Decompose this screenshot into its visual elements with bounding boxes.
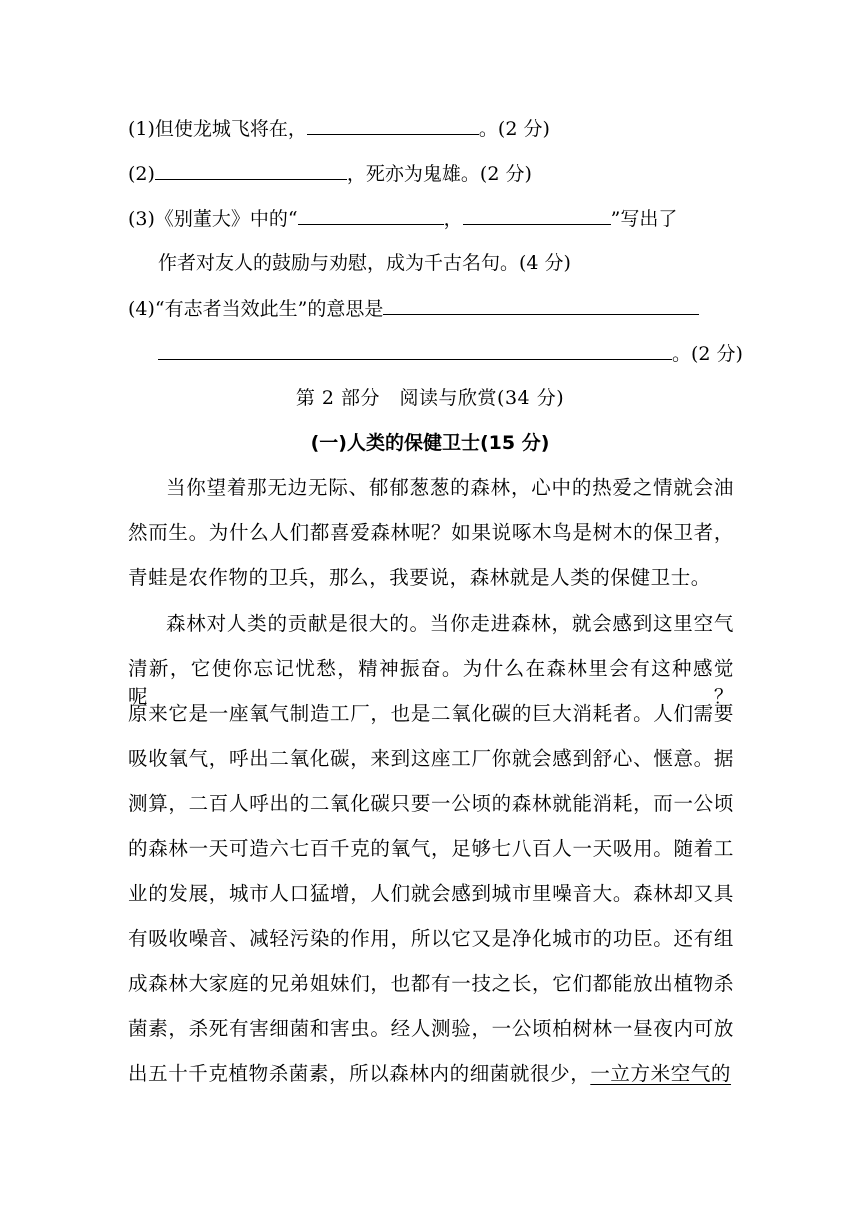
answer-blank-4a[interactable] xyxy=(383,294,699,315)
section-title: 第 2 部分 阅读与欣赏(34 分) xyxy=(295,387,565,409)
passage-p2-line-4: 吸收氧气，呼出二氧化碳，来到这座工厂你就会感到舒心、惬意。据 xyxy=(128,747,734,770)
question-4-continued xyxy=(158,339,743,368)
question-4-prefix: (4)“有志者当效此生”的意思是 xyxy=(128,298,384,320)
passage-p1-line-3: 青蛙是农作物的卫兵，那么，我要说，森林就是人类的保健卫士。 xyxy=(128,566,711,589)
answer-blank-2[interactable] xyxy=(155,159,347,180)
passage-p2-line-8: 有吸收噪音、减轻污染的作用，所以它又是净化城市的功臣。还有组 xyxy=(128,927,734,950)
question-3-prefix: (3)《别董大》中的“ xyxy=(128,208,298,230)
question-2-prefix: (2) xyxy=(128,163,155,185)
passage-p2-line-7: 业的发展，城市人口猛增，人们就会感到城市里噪音大。森林却又具 xyxy=(128,882,734,905)
answer-blank-4b[interactable] xyxy=(158,339,672,360)
question-4 xyxy=(128,294,734,323)
passage-p1-line-1: 当你望着那无边无际、郁郁葱葱的森林，心中的热爱之情就会油 xyxy=(166,476,734,499)
passage-p2-line-10: 菌素，杀死有害细菌和害虫。经人测验，一公顷柏树林一昼夜内可放 xyxy=(128,1017,734,1040)
question-1 xyxy=(128,114,734,143)
question-1-suffix: 。(2 分) xyxy=(478,118,550,140)
passage-p2-line-11 xyxy=(128,1060,734,1088)
question-3-comma: ， xyxy=(443,208,463,230)
passage-p2-line-6: 的森林一天可造六七百千克的氧气，足够七八百人一天吸用。随着工 xyxy=(128,837,734,860)
question-1-prefix: (1)但使龙城飞将在， xyxy=(128,118,307,140)
question-3 xyxy=(128,204,734,233)
question-3-suffix: ”写出了 xyxy=(610,208,678,230)
question-3-continued: 作者对友人的鼓励与劝慰，成为千古名句。(4 分) xyxy=(158,252,571,274)
answer-blank-1[interactable] xyxy=(307,114,479,135)
passage-p2-line-2: 清新，它使你忘记忧愁，精神振奋。为什么在森林里会有这种感觉呢？ xyxy=(128,657,734,708)
passage-p2-line-5: 测算，二百人呼出的二氧化碳只要一公顷的森林就能消耗，而一公顷 xyxy=(128,792,734,815)
passage-p1-line-2: 然而生。为什么人们都喜爱森林呢？如果说啄木鸟是树木的保卫者， xyxy=(128,521,734,544)
passage-title: (一)人类的保健卫士(15 分) xyxy=(310,432,550,454)
question-2 xyxy=(128,159,734,188)
underlined-sentence: 一立方米空气的 xyxy=(590,1062,732,1085)
passage-p2-line-1: 森林对人类的贡献是很大的。当你走进森林，就会感到这里空气 xyxy=(166,612,734,635)
passage-p2-line-3: 原来它是一座氧气制造工厂，也是二氧化碳的巨大消耗者。人们需要 xyxy=(128,702,734,725)
passage-last-line-text: 出五十千克植物杀菌素，所以森林内的细菌就很少， xyxy=(128,1062,591,1085)
passage-p2-line-9: 成森林大家庭的兄弟姐妹们，也都有一技之长，它们都能放出植物杀 xyxy=(128,972,734,995)
answer-blank-3b[interactable] xyxy=(463,204,611,225)
question-4-suffix: 。(2 分) xyxy=(672,343,743,365)
question-2-suffix: ，死亦为鬼雄。(2 分) xyxy=(346,163,532,185)
answer-blank-3a[interactable] xyxy=(298,204,444,225)
